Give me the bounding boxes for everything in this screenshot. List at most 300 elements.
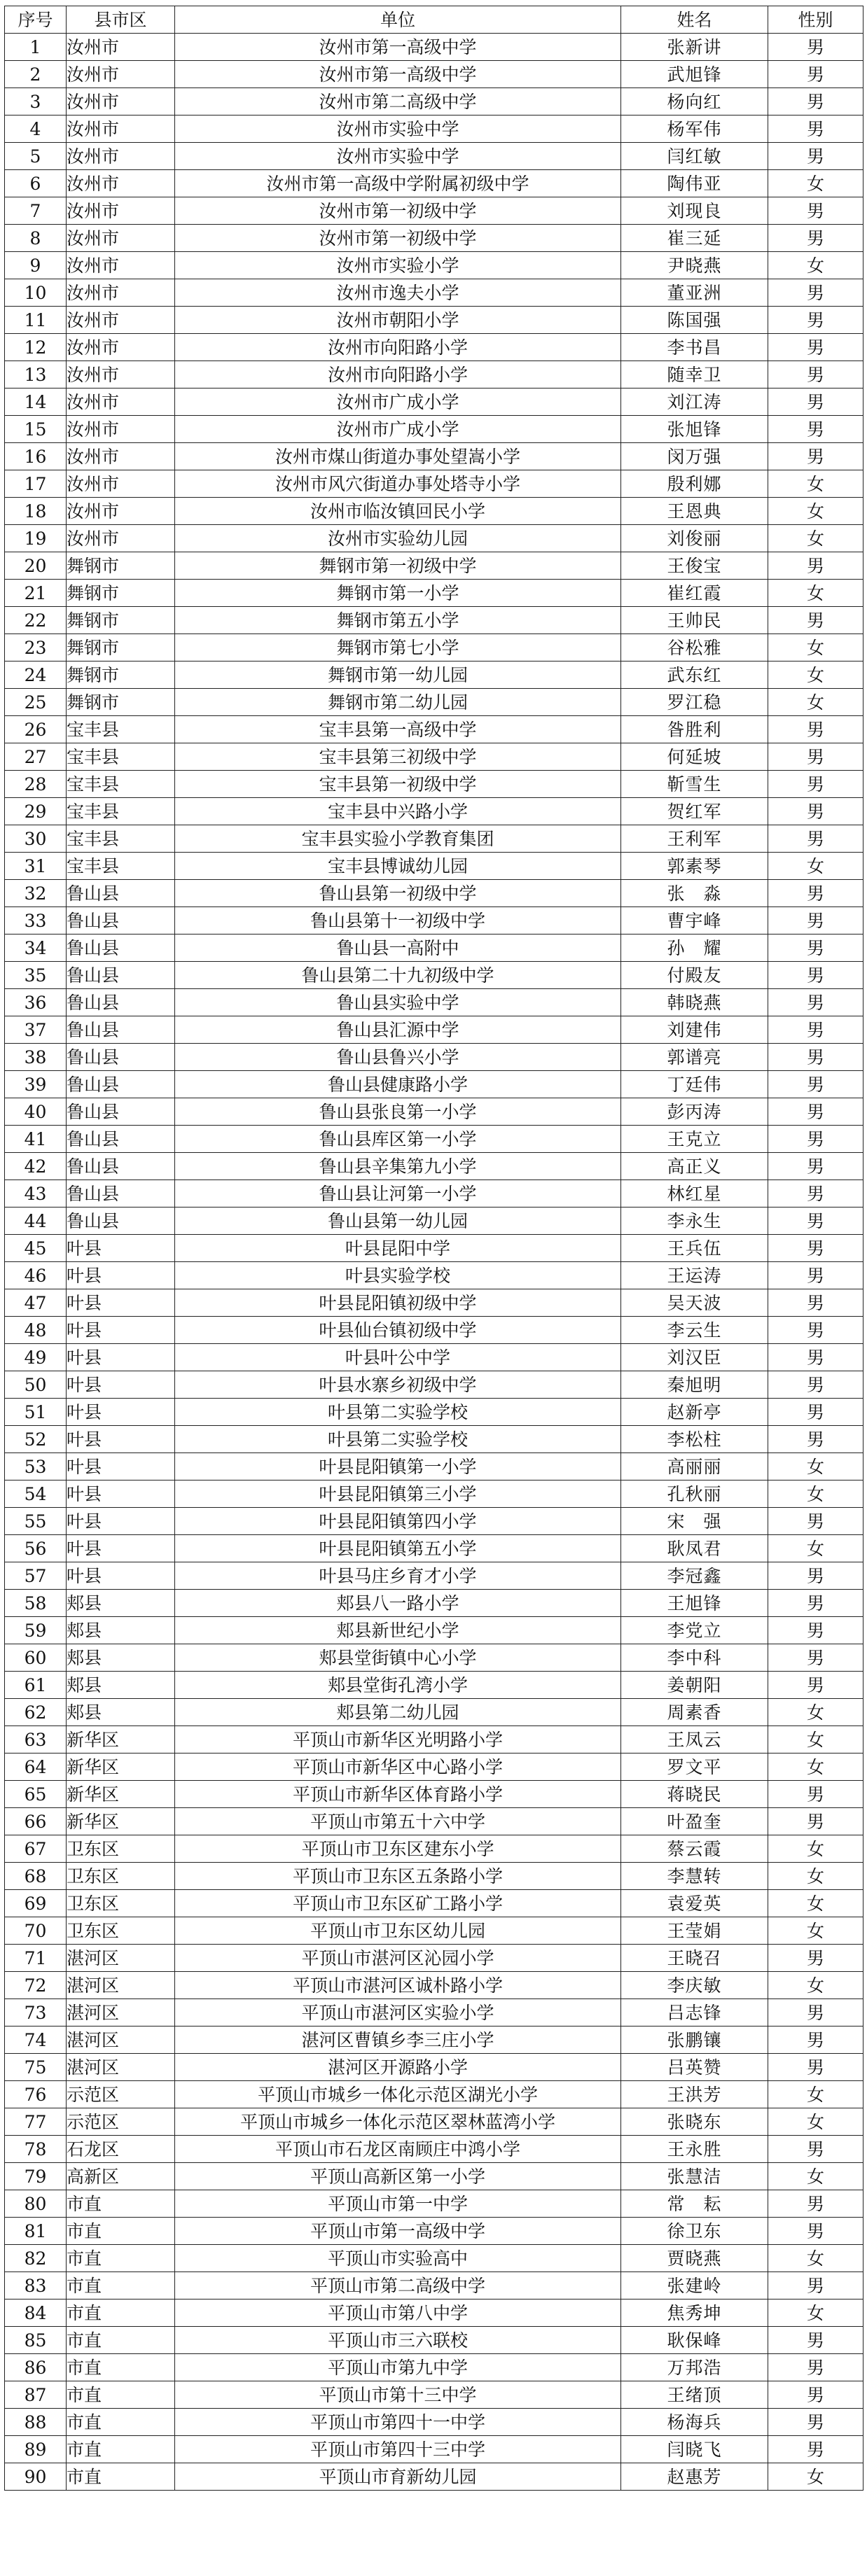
row-person-name: 张鹏镶 [621,2026,768,2054]
row-person-name: 张新讲 [621,34,768,61]
table-row [5,607,863,634]
row-gender: 男 [768,1672,863,1699]
table-row [5,61,863,88]
row-person-name: 刘建伟 [621,1016,768,1044]
row-county: 叶县 [67,1371,175,1399]
row-number: 36 [5,989,67,1016]
row-unit: 汝州市广成小学 [175,416,621,443]
row-number: 29 [5,798,67,825]
row-unit: 叶县第二实验学校 [175,1399,621,1426]
row-unit: 汝州市实验中学 [175,143,621,170]
row-unit: 叶县昆阳镇第三小学 [175,1480,621,1508]
row-person-name: 郭谱亮 [621,1044,768,1071]
row-county: 市直 [67,2409,175,2436]
table-row [5,1371,863,1399]
row-gender: 男 [768,1126,863,1153]
table-row [5,1208,863,1235]
row-unit: 舞钢市第一幼儿园 [175,662,621,689]
row-unit: 平顶山市第十三中学 [175,2381,621,2409]
table-row [5,225,863,252]
row-number: 9 [5,252,67,279]
row-person-name: 吴天波 [621,1289,768,1317]
row-person-name: 杨海兵 [621,2409,768,2436]
row-person-name: 赵惠芳 [621,2463,768,2491]
row-unit: 汝州市向阳路小学 [175,361,621,388]
row-gender: 男 [768,962,863,989]
table-row [5,1972,863,1999]
table-row [5,2354,863,2381]
row-county: 汝州市 [67,61,175,88]
table-row [5,1999,863,2026]
row-county: 市直 [67,2300,175,2327]
row-county: 市直 [67,2463,175,2491]
table-row [5,2218,863,2245]
row-number: 30 [5,825,67,853]
table-row [5,907,863,934]
row-number: 16 [5,443,67,470]
table-row [5,716,863,743]
table-row [5,1126,863,1153]
row-county: 湛河区 [67,2026,175,2054]
row-unit: 鲁山县汇源中学 [175,1016,621,1044]
row-unit: 平顶山市第二高级中学 [175,2272,621,2300]
row-county: 汝州市 [67,143,175,170]
row-number: 39 [5,1071,67,1098]
row-number: 25 [5,689,67,716]
row-gender: 男 [768,907,863,934]
row-number: 76 [5,2081,67,2108]
row-gender: 女 [768,470,863,498]
row-person-name: 林红星 [621,1180,768,1208]
row-number: 28 [5,771,67,798]
row-county: 新华区 [67,1808,175,1835]
row-unit: 郏县堂街镇中心小学 [175,1644,621,1672]
row-number: 26 [5,716,67,743]
row-person-name: 吕志锋 [621,1999,768,2026]
row-number: 17 [5,470,67,498]
row-unit: 汝州市第一高级中学附属初级中学 [175,170,621,197]
table-row [5,197,863,225]
row-gender: 男 [768,880,863,907]
row-number: 62 [5,1699,67,1726]
row-unit: 汝州市临汝镇回民小学 [175,498,621,525]
row-county: 汝州市 [67,416,175,443]
row-person-name: 李书昌 [621,334,768,361]
row-person-name: 武旭锋 [621,61,768,88]
row-unit: 汝州市煤山街道办事处望嵩小学 [175,443,621,470]
row-unit: 宝丰县中兴路小学 [175,798,621,825]
table-row [5,88,863,115]
row-number: 3 [5,88,67,115]
table-row [5,1726,863,1754]
row-county: 鲁山县 [67,1208,175,1235]
row-gender: 男 [768,1153,863,1180]
row-person-name: 陈国强 [621,307,768,334]
row-person-name: 宋 强 [621,1508,768,1535]
row-person-name: 常 耘 [621,2190,768,2218]
row-unit: 鲁山县辛集第九小学 [175,1153,621,1180]
row-number: 14 [5,388,67,416]
table-row [5,34,863,61]
row-county: 舞钢市 [67,552,175,580]
row-unit: 平顶山市石龙区南顾庄中鸿小学 [175,2136,621,2163]
row-gender: 男 [768,2354,863,2381]
row-person-name: 袁爱英 [621,1890,768,1917]
row-unit: 平顶山市湛河区沁园小学 [175,1945,621,1972]
row-person-name: 杨向红 [621,88,768,115]
row-gender: 男 [768,607,863,634]
row-number: 57 [5,1562,67,1590]
row-county: 郏县 [67,1590,175,1617]
row-person-name: 姜朝阳 [621,1672,768,1699]
row-person-name: 杨军伟 [621,115,768,143]
row-gender: 男 [768,416,863,443]
row-county: 宝丰县 [67,716,175,743]
row-person-name: 王旭锋 [621,1590,768,1617]
row-number: 6 [5,170,67,197]
row-number: 81 [5,2218,67,2245]
row-unit: 平顶山市卫东区五条路小学 [175,1863,621,1890]
row-gender: 男 [768,1016,863,1044]
row-county: 叶县 [67,1535,175,1562]
table-row [5,580,863,607]
row-number: 71 [5,1945,67,1972]
row-person-name: 王凤云 [621,1726,768,1754]
row-unit: 舞钢市第七小学 [175,634,621,662]
row-county: 鲁山县 [67,1071,175,1098]
row-person-name: 张慧洁 [621,2163,768,2190]
row-unit: 平顶山市第四十一中学 [175,2409,621,2436]
table-row [5,880,863,907]
row-number: 35 [5,962,67,989]
row-county: 新华区 [67,1781,175,1808]
row-unit: 平顶山市第四十三中学 [175,2436,621,2463]
row-gender: 男 [768,716,863,743]
row-unit: 湛河区开源路小学 [175,2054,621,2081]
table-row [5,1480,863,1508]
table-row [5,2163,863,2190]
row-unit: 鲁山县第十一初级中学 [175,907,621,934]
row-number: 61 [5,1672,67,1699]
table-row [5,934,863,962]
row-number: 23 [5,634,67,662]
row-person-name: 董亚洲 [621,279,768,307]
row-person-name: 李慧转 [621,1863,768,1890]
row-gender: 男 [768,2436,863,2463]
row-county: 叶县 [67,1317,175,1344]
row-number: 7 [5,197,67,225]
table-row [5,1180,863,1208]
row-gender: 男 [768,1098,863,1126]
row-person-name: 罗文平 [621,1754,768,1781]
row-unit: 汝州市实验中学 [175,115,621,143]
row-unit: 叶县昆阳镇第五小学 [175,1535,621,1562]
header-gender: 性别 [768,6,863,34]
row-number: 82 [5,2245,67,2272]
row-county: 鲁山县 [67,934,175,962]
row-gender: 女 [768,1835,863,1863]
table-row [5,498,863,525]
row-unit: 叶县水寨乡初级中学 [175,1371,621,1399]
row-county: 湛河区 [67,1945,175,1972]
row-unit: 汝州市实验小学 [175,252,621,279]
row-county: 叶县 [67,1399,175,1426]
row-county: 市直 [67,2436,175,2463]
row-county: 宝丰县 [67,798,175,825]
row-number: 1 [5,34,67,61]
row-county: 新华区 [67,1726,175,1754]
row-person-name: 丁廷伟 [621,1071,768,1098]
row-gender: 男 [768,1999,863,2026]
row-county: 郏县 [67,1699,175,1726]
row-county: 鲁山县 [67,1153,175,1180]
row-gender: 男 [768,143,863,170]
row-gender: 女 [768,2163,863,2190]
row-unit: 平顶山市卫东区幼儿园 [175,1917,621,1945]
row-number: 70 [5,1917,67,1945]
row-gender: 男 [768,1371,863,1399]
row-unit: 平顶山市湛河区实验小学 [175,1999,621,2026]
row-unit: 鲁山县第一幼儿园 [175,1208,621,1235]
row-gender: 男 [768,1208,863,1235]
row-person-name: 孔秋丽 [621,1480,768,1508]
row-county: 市直 [67,2272,175,2300]
row-number: 43 [5,1180,67,1208]
row-unit: 宝丰县实验小学教育集团 [175,825,621,853]
row-number: 79 [5,2163,67,2190]
table-row [5,334,863,361]
row-person-name: 刘江涛 [621,388,768,416]
roster-table [4,6,863,2491]
row-number: 51 [5,1399,67,1426]
row-number: 78 [5,2136,67,2163]
table-row [5,1235,863,1262]
row-number: 72 [5,1972,67,1999]
table-row [5,853,863,880]
row-gender: 男 [768,743,863,771]
row-unit: 鲁山县第二十九初级中学 [175,962,621,989]
table-row [5,361,863,388]
row-unit: 平顶山市实验高中 [175,2245,621,2272]
row-gender: 男 [768,2054,863,2081]
row-gender: 女 [768,1863,863,1890]
row-person-name: 曹宇峰 [621,907,768,934]
row-county: 市直 [67,2245,175,2272]
row-unit: 鲁山县库区第一小学 [175,1126,621,1153]
row-unit: 平顶山市三六联校 [175,2327,621,2354]
row-county: 汝州市 [67,307,175,334]
row-number: 84 [5,2300,67,2327]
row-unit: 汝州市实验幼儿园 [175,525,621,552]
row-number: 46 [5,1262,67,1289]
table-row [5,525,863,552]
row-unit: 汝州市逸夫小学 [175,279,621,307]
row-gender: 女 [768,580,863,607]
table-row [5,2436,863,2463]
header-row [5,6,863,34]
row-person-name: 李云生 [621,1317,768,1344]
row-number: 11 [5,307,67,334]
table-row [5,2409,863,2436]
table-row [5,1890,863,1917]
row-unit: 汝州市第一初级中学 [175,225,621,252]
table-row [5,443,863,470]
table-row [5,1917,863,1945]
row-county: 郏县 [67,1617,175,1644]
row-unit: 叶县昆阳镇第四小学 [175,1508,621,1535]
table-row [5,1754,863,1781]
row-person-name: 尹晓燕 [621,252,768,279]
row-county: 市直 [67,2190,175,2218]
row-number: 8 [5,225,67,252]
row-gender: 女 [768,1890,863,1917]
table-row [5,2272,863,2300]
row-county: 叶县 [67,1235,175,1262]
row-gender: 女 [768,525,863,552]
row-county: 鲁山县 [67,1180,175,1208]
table-row [5,2300,863,2327]
row-gender: 女 [768,170,863,197]
row-person-name: 李松柱 [621,1426,768,1453]
row-unit: 汝州市向阳路小学 [175,334,621,361]
table-body [5,34,863,2491]
row-number: 45 [5,1235,67,1262]
row-county: 鲁山县 [67,1016,175,1044]
row-number: 21 [5,580,67,607]
row-unit: 郏县新世纪小学 [175,1617,621,1644]
row-gender: 男 [768,115,863,143]
row-person-name: 崔红霞 [621,580,768,607]
table-row [5,2026,863,2054]
header-county: 县市区 [67,6,175,34]
row-unit: 叶县昆阳镇第一小学 [175,1453,621,1480]
row-county: 湛河区 [67,2054,175,2081]
table-row [5,1863,863,1890]
row-county: 市直 [67,2381,175,2409]
row-person-name: 殷利娜 [621,470,768,498]
table-row [5,2190,863,2218]
row-gender: 男 [768,1071,863,1098]
row-gender: 男 [768,225,863,252]
row-county: 汝州市 [67,170,175,197]
row-county: 新华区 [67,1754,175,1781]
row-person-name: 耿保峰 [621,2327,768,2354]
row-number: 27 [5,743,67,771]
table-row [5,1945,863,1972]
table-row [5,1562,863,1590]
row-number: 41 [5,1126,67,1153]
row-unit: 鲁山县让河第一小学 [175,1180,621,1208]
row-person-name: 高丽丽 [621,1453,768,1480]
row-gender: 女 [768,2245,863,2272]
row-county: 石龙区 [67,2136,175,2163]
row-number: 42 [5,1153,67,1180]
row-county: 叶县 [67,1453,175,1480]
row-unit: 平顶山市新华区中心路小学 [175,1754,621,1781]
row-number: 89 [5,2436,67,2463]
row-number: 54 [5,1480,67,1508]
row-county: 叶县 [67,1508,175,1535]
table-row [5,1508,863,1535]
row-gender: 男 [768,388,863,416]
row-gender: 男 [768,88,863,115]
table-row [5,143,863,170]
row-number: 44 [5,1208,67,1235]
row-number: 4 [5,115,67,143]
row-person-name: 王莹娟 [621,1917,768,1945]
row-gender: 男 [768,2272,863,2300]
table-row [5,1426,863,1453]
row-county: 汝州市 [67,88,175,115]
row-county: 汝州市 [67,225,175,252]
row-number: 40 [5,1098,67,1126]
row-gender: 女 [768,252,863,279]
row-gender: 男 [768,1344,863,1371]
row-number: 53 [5,1453,67,1480]
row-number: 58 [5,1590,67,1617]
table-row [5,470,863,498]
row-gender: 女 [768,1726,863,1754]
row-unit: 平顶山市城乡一体化示范区湖光小学 [175,2081,621,2108]
row-unit: 平顶山市新华区光明路小学 [175,1726,621,1754]
row-gender: 男 [768,1644,863,1672]
table-row [5,1672,863,1699]
row-person-name: 周素香 [621,1699,768,1726]
row-county: 汝州市 [67,361,175,388]
table-row [5,252,863,279]
row-number: 15 [5,416,67,443]
table-row [5,2327,863,2354]
row-county: 汝州市 [67,498,175,525]
table-row [5,1317,863,1344]
row-gender: 女 [768,662,863,689]
table-row [5,2108,863,2136]
row-unit: 鲁山县健康路小学 [175,1071,621,1098]
row-unit: 舞钢市第五小学 [175,607,621,634]
row-county: 郏县 [67,1644,175,1672]
table-row [5,798,863,825]
row-gender: 女 [768,1480,863,1508]
row-number: 64 [5,1754,67,1781]
row-number: 88 [5,2409,67,2436]
row-gender: 男 [768,61,863,88]
row-number: 20 [5,552,67,580]
row-person-name: 蒋晓民 [621,1781,768,1808]
row-number: 67 [5,1835,67,1863]
row-person-name: 靳雪生 [621,771,768,798]
row-unit: 鲁山县张良第一小学 [175,1098,621,1126]
table-row [5,552,863,580]
row-county: 叶县 [67,1344,175,1371]
row-unit: 郏县第二幼儿园 [175,1699,621,1726]
row-person-name: 闫红敏 [621,143,768,170]
row-gender: 男 [768,1945,863,1972]
row-gender: 男 [768,2218,863,2245]
row-person-name: 罗江稳 [621,689,768,716]
row-county: 湛河区 [67,1999,175,2026]
row-person-name: 崔三延 [621,225,768,252]
row-county: 湛河区 [67,1972,175,1999]
row-person-name: 刘现良 [621,197,768,225]
row-county: 鲁山县 [67,989,175,1016]
row-person-name: 闵万强 [621,443,768,470]
table-row [5,743,863,771]
row-number: 13 [5,361,67,388]
row-county: 叶县 [67,1480,175,1508]
row-person-name: 蔡云霞 [621,1835,768,1863]
row-number: 63 [5,1726,67,1754]
row-county: 叶县 [67,1289,175,1317]
